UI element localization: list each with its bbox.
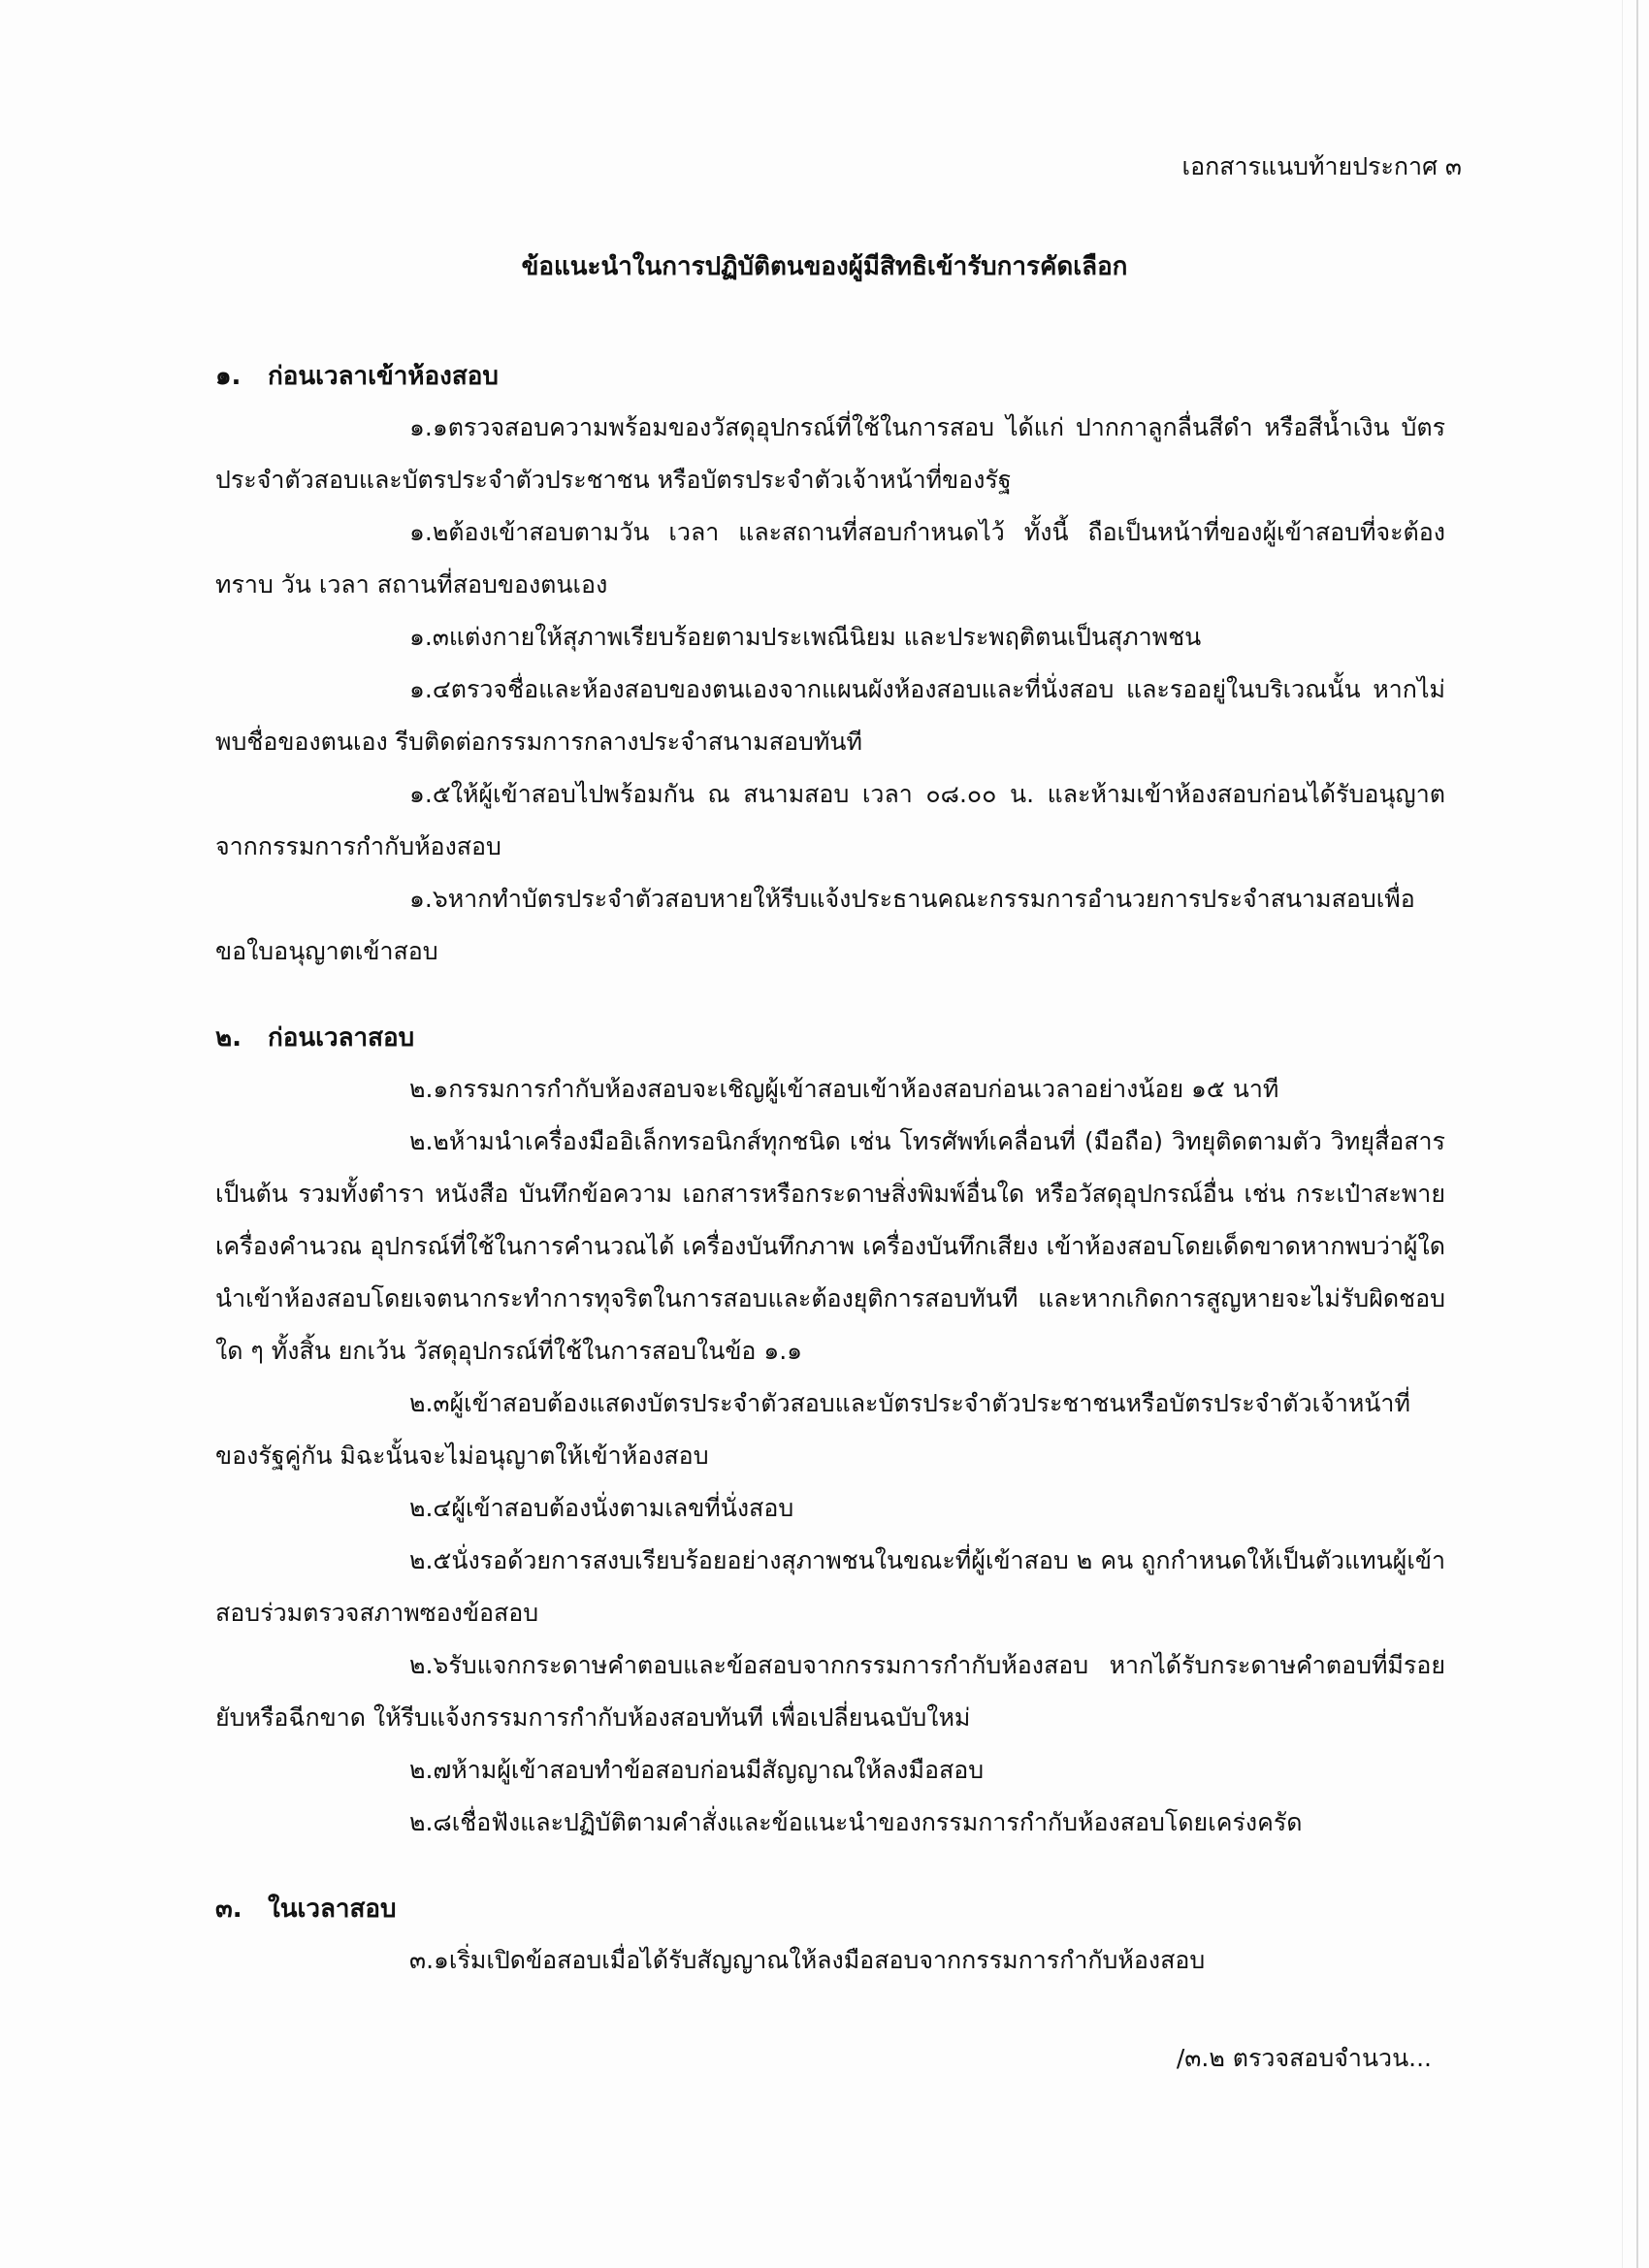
item-number: ๒.๔ [409,1494,452,1522]
section-number: ๑. [215,362,242,391]
section-heading [215,1013,1445,1063]
list-item [215,1797,1445,1849]
section-1 [215,351,1445,978]
item-number: ๑.๓ [409,623,449,651]
section-3 [215,1884,1445,1987]
scan-edge-line [1622,0,1623,2268]
section-title: ในเวลาสอบ [268,1895,397,1924]
list-item [215,1535,1445,1639]
document-body [215,351,1445,1987]
item-number: ๒.๗ [409,1756,452,1784]
item-text: ให้ผู้เข้าสอบไปพร้อมกัน ณ สนามสอบ เวลา ๐๘.๐๐ น. และห้ามเข้าห้องสอบก่อนได้รับอนุญาตจากกรรมการกำกับห้องสอบ [215,780,1445,860]
item-text: รับแจกกระดาษคำตอบและข้อสอบจากกรรมการกำกับห้องสอบ หากได้รับกระดาษคำตอบที่มีรอยยับหรือฉีกขาด ให้รีบแจ้งกรรมการกำกับห้องสอบทันที เพื่อเปลี่ยนฉบับใหม่ [215,1651,1445,1732]
list-item [215,664,1445,768]
list-item [215,402,1445,506]
item-number: ๑.๕ [409,780,451,808]
item-text: กรรมการกำกับห้องสอบจะเชิญผู้เข้าสอบเข้าห้องสอบก่อนเวลาอย่างน้อย ๑๕ นาที [448,1075,1279,1103]
list-item [215,1377,1445,1482]
section-heading [215,351,1445,402]
list-item [215,1639,1445,1744]
item-number: ๑.๖ [409,885,448,913]
item-number: ๓.๑ [409,1946,449,1974]
item-text: หากทำบัตรประจำตัวสอบหายให้รีบแจ้งประธานคณะกรรมการอำนวยการประจำสนามสอบเพื่อขอใบอนุญาตเข้าสอบ [215,885,1415,965]
item-text: ห้ามผู้เข้าสอบทำข้อสอบก่อนมีสัญญาณให้ลงมือสอบ [451,1756,985,1784]
section-title: ก่อนเวลาเข้าห้องสอบ [268,362,499,391]
item-text: ตรวจชื่อและห้องสอบของตนเองจากแผนผังห้องสอบและที่นั่งสอบ และรออยู่ในบริเวณนั้น หากไม่พบชื่อของตนเอง รีบติดต่อกรรมการกลางประจำสนามสอบทันที [215,675,1445,756]
list-item [215,873,1445,978]
list-item [215,1063,1445,1116]
section-number: ๒. [215,1023,242,1053]
item-text: นั่งรอด้วยการสงบเรียบร้อยอย่างสุภาพชนในขณะที่ผู้เข้าสอบ ๒ คน ถูกกำหนดให้เป็นตัวแทนผู้เข้าสอบร่วมตรวจสภาพซองข้อสอบ [215,1546,1445,1627]
list-item [215,1116,1445,1377]
item-text: ต้องเข้าสอบตามวัน เวลา และสถานที่สอบกำหนดไว้ ทั้งนี้ ถือเป็นหน้าที่ของผู้เข้าสอบที่จะต้องทราบ วัน เวลา สถานที่สอบของตนเอง [215,518,1445,599]
continuation-note: /๓.๒ ตรวจสอบจำนวน... [1176,2044,1432,2072]
list-item [215,1744,1445,1797]
item-text: ผู้เข้าสอบต้องนั่งตามเลขที่นั่งสอบ [451,1494,794,1522]
item-number: ๑.๒ [409,518,449,546]
item-text: ผู้เข้าสอบต้องแสดงบัตรประจำตัวสอบและบัตรประจำตัวประชาชนหรือบัตรประจำตัวเจ้าหน้าที่ของรัฐคู่กัน มิฉะนั้นจะไม่อนุญาตให้เข้าห้องสอบ [215,1389,1410,1470]
list-item [215,768,1445,873]
list-item [215,1934,1445,1987]
item-number: ๒.๖ [409,1651,449,1679]
item-number: ๒.๒ [409,1127,449,1155]
item-text: เริ่มเปิดข้อสอบเมื่อได้รับสัญญาณให้ลงมือสอบจากกรรมการกำกับห้องสอบ [448,1946,1206,1974]
list-item [215,1482,1445,1535]
item-number: ๒.๓ [409,1389,450,1417]
section-number: ๓. [215,1895,242,1924]
item-text: เชื่อฟังและปฏิบัติตามคำสั่งและข้อแนะนำของกรรมการกำกับห้องสอบโดยเคร่งครัด [451,1808,1303,1836]
item-number: ๒.๑ [409,1075,449,1103]
section-heading [215,1884,1445,1934]
list-item [215,611,1445,664]
document-title: ข้อแนะนำในการปฏิบัติตนของผู้มีสิทธิเข้ารับการคัดเลือก [521,252,1128,281]
section-title: ก่อนเวลาสอบ [268,1023,415,1053]
list-item [215,506,1445,611]
item-text: ตรวจสอบความพร้อมของวัสดุอุปกรณ์ที่ใช้ในการสอบ ได้แก่ ปากกาลูกลื่นสีดำ หรือสีน้ำเงิน บัตรประจำตัวสอบและบัตรประจำตัวประชาชน หรือบัตรประจำตัวเจ้าหน้าที่ของรัฐ [215,413,1445,494]
item-text: แต่งกายให้สุภาพเรียบร้อยตามประเพณีนิยม และประพฤติตนเป็นสุภาพชน [448,623,1202,651]
item-number: ๑.๑ [409,413,448,441]
item-number: ๒.๕ [409,1546,452,1574]
item-number: ๒.๘ [409,1808,452,1836]
scan-edge-line [1636,0,1638,2268]
item-text: ห้ามนำเครื่องมืออิเล็กทรอนิกส์ทุกชนิด เช่น โทรศัพท์เคลื่อนที่ (มือถือ) วิทยุติดตามตัว วิทยุสื่อสาร เป็นต้น รวมทั้งตำรา หนังสือ บันทึกข้อความ เอกสารหรือกระดาษสิ่งพิมพ์อื่นใด หรือวัสดุอุปกรณ์อื่น เช่น กระเป๋าสะพาย เครื่องคำนวณ อุปกรณ์ที่ใช้ในการคำนวณได้ เครื่องบันทึกภาพ เครื่องบันทึกเสียง เข้าห้องสอบโดยเด็ดขาดหากพบว่าผู้ใดนำเข้าห้องสอบโดยเจตนากระทำการทุจริตในการสอบและต้องยุติการสอบทันที และหากเกิดการสูญหายจะไม่รับผิดชอบใด ๆ ทั้งสิ้น ยกเว้น วัสดุอุปกรณ์ที่ใช้ในการสอบในข้อ ๑.๑ [215,1127,1445,1365]
item-number: ๑.๔ [409,675,451,703]
annex-label: เอกสารแนบท้ายประกาศ ๓ [1181,152,1462,180]
section-2 [215,1013,1445,1849]
